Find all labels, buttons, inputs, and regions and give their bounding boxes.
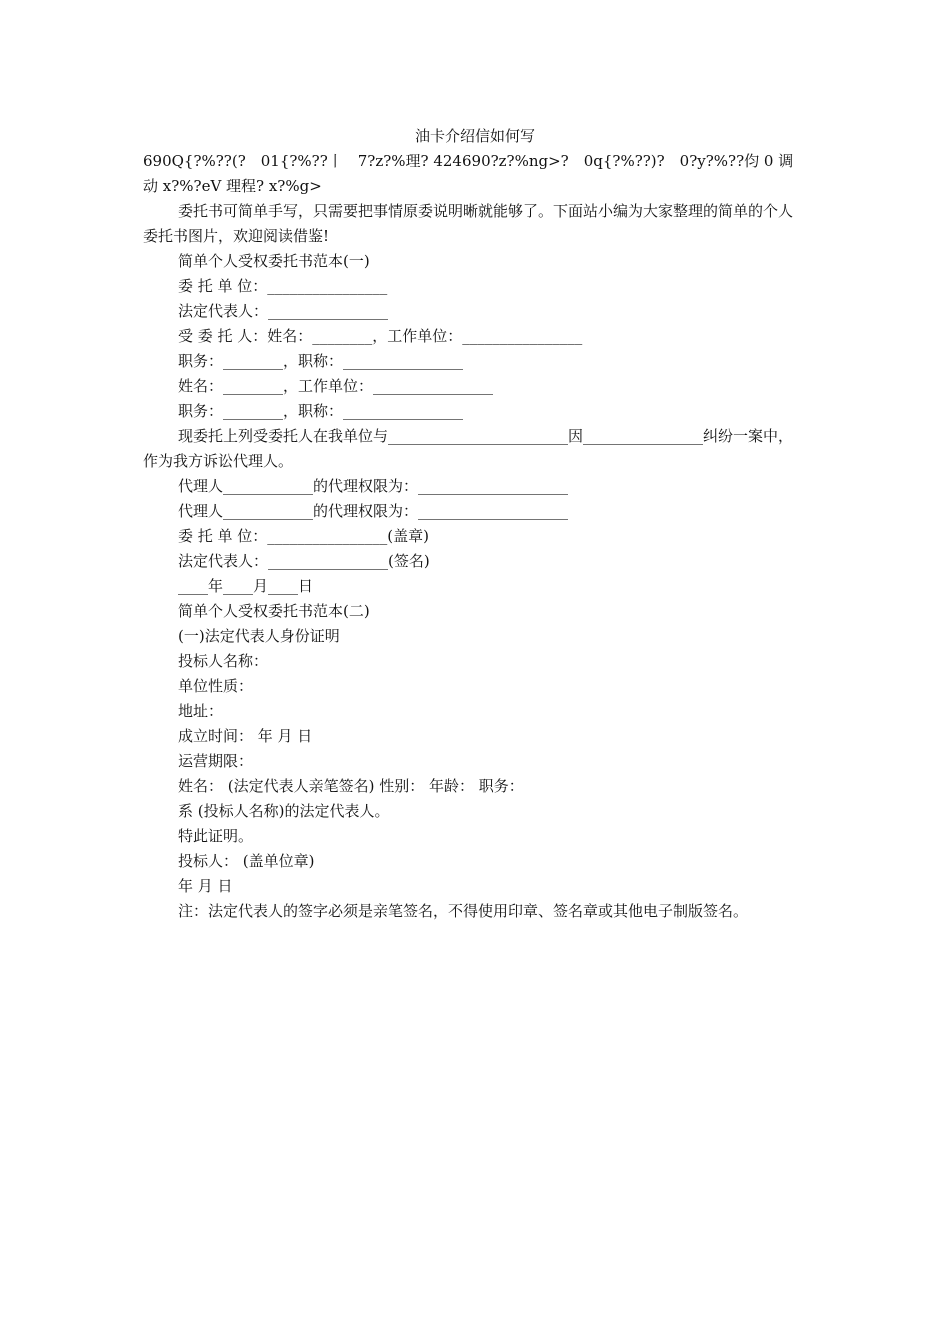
sample2-line: 年 月 日 — [178, 877, 233, 895]
sample1-line: 受 委 托 人：姓名：________，工作单位：________________ — [178, 327, 583, 345]
sample2-line: 投标人名称： — [178, 652, 269, 670]
sample2-line: 单位性质： — [178, 677, 254, 695]
intro-paragraph: 委托书可简单手写，只需要把事情原委说明晰就能够了。下面站小编为大家整理的简单的个人委托书图片，欢迎阅读借鉴! — [143, 202, 794, 245]
sample2-heading: 简单个人受权委托书范本(二) — [178, 602, 370, 620]
sample1-line: 代理人____________的代理权限为：____________________ — [178, 477, 569, 495]
document-title: 油卡介绍信如何写 — [414, 127, 535, 145]
sample2-line: 投标人： (盖单位章) — [178, 852, 315, 870]
sample2-line: 特此证明。 — [178, 827, 254, 845]
sample2-line: (一)法定代表人身份证明 — [178, 627, 340, 645]
sample2-note: 注：法定代表人的签字必须是亲笔签名，不得使用印章、签名章或其他电子制版签名。 — [178, 902, 749, 920]
sample1-paragraph: 现委托上列受委托人在我单位与________________________因________________纠纷一案中，作为我方诉讼代理人。 — [143, 427, 794, 470]
document-body — [143, 124, 807, 924]
sample1-line: 委 托 单 位：________________ — [178, 277, 388, 295]
sample2-line: 成立时间： 年 月 日 — [178, 727, 313, 745]
sample1-line: 姓名：________，工作单位：________________ — [178, 377, 494, 395]
sample1-heading: 简单个人受权委托书范本(一) — [178, 252, 370, 270]
sample1-line: 法定代表人：________________ — [178, 302, 389, 320]
sample1-line: 职务：________，职称：________________ — [178, 352, 464, 370]
garbled-text: 690Q{?%??(? 01{?%??丨 7?z?%理? 424690?z?%ng>? 0q{?%??)? 0?y?%??伨 0 调动 x?%?eV 理程? x?%g> — [143, 152, 794, 195]
sample2-line: 运营期限： — [178, 752, 254, 770]
sample1-line: 代理人____________的代理权限为：____________________ — [178, 502, 569, 520]
sample1-line: 委 托 单 位：________________(盖章) — [178, 527, 430, 545]
sample2-line: 地址： — [178, 702, 224, 720]
sample1-line: 职务：________，职称：________________ — [178, 402, 464, 420]
sample1-line: 法定代表人：________________(签名) — [178, 552, 430, 570]
sample2-line: 姓名： (法定代表人亲笔签名) 性别： 年龄： 职务： — [178, 777, 524, 795]
sample1-date-line: ____年____月____日 — [178, 577, 314, 595]
sample2-line: 系 (投标人名称)的法定代表人。 — [178, 802, 390, 820]
